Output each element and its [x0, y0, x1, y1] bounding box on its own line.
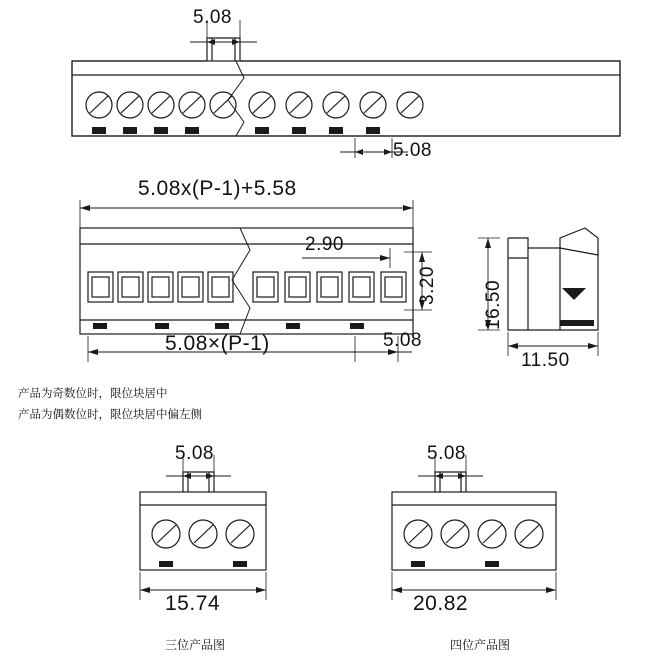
four-pole-caption: 四位产品图	[450, 638, 511, 652]
front-view-window-width-label: 2.90	[305, 234, 344, 255]
top-view-bottom-pitch-label: 5.08	[393, 140, 432, 161]
side-view-width-label: 11.50	[521, 350, 570, 371]
note-even-poles: 产品为偶数位时，限位块居中偏左侧	[18, 407, 202, 421]
three-pole-pitch-label: 5.08	[175, 443, 214, 464]
front-view-window-height-label: 3.20	[417, 266, 438, 305]
three-pole-width-label: 15.74	[165, 592, 221, 615]
four-pole-width-label: 20.82	[413, 592, 469, 615]
three-pole-caption: 三位产品图	[165, 638, 226, 652]
front-view-pitch-label: 5.08	[383, 330, 422, 351]
side-view-height-label: 16.50	[483, 279, 504, 330]
top-view-pitch-label: 5.08	[193, 7, 232, 28]
front-view-inner-length-label: 5.08×(P-1)	[165, 332, 270, 355]
note-odd-poles: 产品为奇数位时，限位块居中	[18, 386, 168, 400]
front-view-overall-length-label: 5.08x(P-1)+5.58	[138, 177, 297, 200]
four-pole-pitch-label: 5.08	[427, 443, 466, 464]
